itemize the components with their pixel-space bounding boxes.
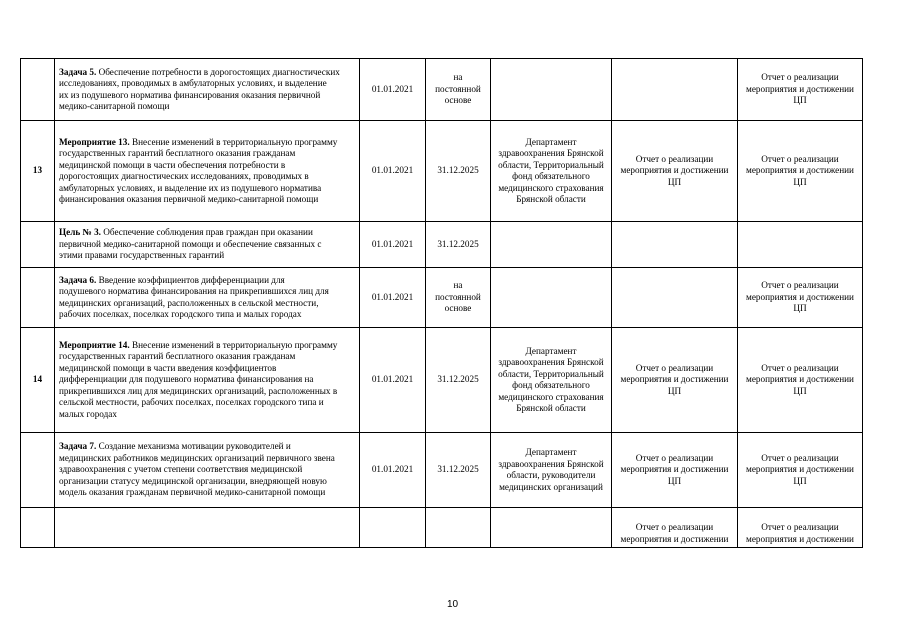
cell-line: основе — [444, 303, 472, 314]
table-row — [21, 121, 863, 222]
document-table-container — [20, 58, 862, 544]
cell-line: Департамент — [525, 345, 577, 356]
start-date: 01.01.2021 — [360, 328, 426, 433]
cell-line: Отчет о реализации — [761, 522, 839, 532]
end-date — [426, 59, 491, 121]
cell-line: ЦП — [793, 385, 807, 396]
table-row — [21, 433, 863, 508]
result-report — [612, 433, 738, 508]
row-description — [55, 508, 360, 548]
description-text: рабочих поселках, поселках городского типа и малых городах — [59, 309, 302, 319]
result-report — [612, 268, 738, 328]
description-text: медицинской помощи в части введения коэффициентов — [59, 362, 277, 373]
start-date: 01.01.2021 — [360, 59, 426, 121]
description-line — [59, 183, 355, 195]
cell-line: Отчет о реализации — [761, 362, 839, 373]
description-line — [59, 309, 355, 321]
cell-line: Департамент — [525, 136, 577, 147]
cell-line: Брянской области — [516, 194, 586, 204]
result-report-final — [738, 222, 863, 268]
cell-line: основе — [444, 95, 472, 106]
description-text: медицинской помощи в части обеспечения потребности в — [59, 159, 286, 170]
description-text: прикрепившихся лиц для медицинских организаций, расположенных в — [59, 385, 338, 396]
description-text: финансирования оказания первичной медико-санитарной помощи — [59, 194, 319, 204]
description-text: медицинских организаций, расположенных в сельской местности, — [59, 297, 319, 308]
description-lead: Задача 6. — [59, 274, 97, 285]
executor — [491, 59, 612, 121]
description-text: медицинских работников медицинских организаций первичного звена — [59, 452, 335, 463]
cell-line: медицинского страхования — [498, 391, 604, 402]
result-report-final — [738, 121, 863, 222]
row-number — [21, 433, 55, 508]
cell-line: Отчет о реализации — [635, 522, 714, 532]
description-line — [59, 239, 355, 251]
row-number: 14 — [21, 328, 55, 433]
row-number — [21, 508, 55, 548]
description-line — [59, 409, 355, 421]
description-line — [59, 137, 355, 149]
description-line — [59, 363, 355, 375]
executor — [491, 328, 612, 433]
description-text: Внесение изменений в территориальную программу — [129, 339, 338, 350]
cell-line: Отчет о реализации — [635, 362, 714, 373]
description-line — [59, 386, 355, 398]
cell-line: на — [453, 280, 463, 291]
row-description — [55, 433, 360, 508]
row-number: 13 — [21, 121, 55, 222]
page-number: 10 — [446, 599, 459, 610]
cell-line: медицинских организаций — [499, 481, 603, 492]
description-line — [59, 374, 355, 386]
description-text: государственных гарантий бесплатного оказания гражданам — [59, 148, 296, 158]
cell-line: ЦП — [793, 95, 807, 106]
description-lead: Мероприятие 13. — [59, 136, 130, 147]
description-text: Обеспечение потребности в дорогостоящих диагностических — [96, 66, 340, 77]
executor — [491, 508, 612, 548]
cell-line: медицинского страхования — [498, 182, 604, 193]
description-text: первичной медико-санитарной помощи и обеспечение связанных с — [59, 238, 322, 249]
cell-line: области, руководители — [506, 470, 596, 480]
description-text: Обеспечение соблюдения прав граждан при оказании — [100, 227, 313, 238]
description-text: Создание механизма мотивации руководителей и — [96, 441, 291, 452]
cell-line: здравоохранения Брянской — [498, 148, 604, 158]
cell-line: Отчет о реализации — [761, 280, 839, 291]
description-text: малых городах — [59, 408, 117, 419]
description-text: медико-санитарной помощи — [59, 101, 170, 111]
cell-line: мероприятия и достижении — [746, 83, 854, 94]
description-text: Введение коэффициентов дифференциации для — [96, 274, 285, 285]
description-line — [59, 397, 355, 409]
end-date — [426, 268, 491, 328]
cell-line: постоянной — [435, 291, 481, 302]
cell-line: мероприятия и достижении — [746, 291, 854, 302]
cell-line: ЦП — [793, 176, 807, 187]
cell-line: 31.12.2025 — [437, 464, 479, 475]
row-description — [55, 328, 360, 433]
description-lead: Задача 7. — [59, 441, 97, 452]
start-date: 01.01.2021 — [360, 433, 426, 508]
end-date — [426, 121, 491, 222]
description-line — [59, 453, 355, 465]
cell-line: 31.12.2025 — [437, 374, 479, 385]
description-lead: Задача 5. — [59, 66, 97, 77]
description-line — [59, 78, 355, 90]
cell-line: мероприятия и достижении — [746, 374, 854, 385]
cell-line: Отчет о реализации — [761, 72, 839, 83]
cell-line: 31.12.2025 — [437, 165, 479, 176]
cell-line: здравоохранения Брянской — [498, 458, 604, 469]
cell-line: фонд обязательного — [512, 171, 590, 181]
cell-line: фонд обязательного — [512, 380, 590, 390]
row-description — [55, 268, 360, 328]
end-date — [426, 433, 491, 508]
description-text: здравоохранения с учетом степени соответствия медицинской — [59, 464, 303, 475]
result-report — [612, 59, 738, 121]
description-line — [59, 275, 355, 287]
end-date — [426, 328, 491, 433]
description-text: дифференциации для подушевого норматива финансирования на — [59, 374, 314, 385]
description-line — [59, 160, 355, 172]
description-line — [59, 464, 355, 476]
description-text: Внесение изменений в территориальную программу — [129, 136, 338, 147]
cell-line: здравоохранения Брянской — [498, 357, 604, 367]
description-text: дорогостоящих диагностических исследованиях, проводимых в — [59, 171, 309, 181]
result-report-final — [738, 268, 863, 328]
table-row — [21, 222, 863, 268]
cell-line: Отчет о реализации — [761, 153, 839, 164]
description-text: сельской местности, рабочих поселках, поселках городского типа и — [59, 397, 324, 408]
result-report-final — [738, 328, 863, 433]
row-description — [55, 59, 360, 121]
result-report — [612, 222, 738, 268]
description-line — [59, 476, 355, 488]
cell-line: ЦП — [667, 176, 682, 187]
row-description — [55, 121, 360, 222]
executor — [491, 121, 612, 222]
result-report-final — [738, 508, 863, 548]
description-text: этими правами государственных гарантий — [59, 250, 225, 261]
cell-line: мероприятия и достижении — [746, 464, 854, 475]
description-line — [59, 441, 355, 453]
result-report — [612, 328, 738, 433]
description-lead: Цель № 3. — [59, 227, 101, 238]
row-number — [21, 222, 55, 268]
result-report-final — [738, 433, 863, 508]
cell-line: Департамент — [525, 447, 577, 457]
cell-line: ЦП — [793, 303, 807, 314]
result-report — [612, 121, 738, 222]
table-row — [21, 508, 863, 548]
plan-table — [20, 58, 863, 548]
row-description — [55, 222, 360, 268]
description-line — [59, 227, 355, 239]
description-text: подушевого норматива финансирования на прикрепившихся лиц для — [59, 286, 329, 296]
table-row — [21, 59, 863, 121]
description-line — [59, 90, 355, 102]
cell-line: ЦП — [793, 475, 807, 486]
description-line — [59, 487, 355, 499]
result-report — [612, 508, 738, 548]
description-text: исследованиях, проводимых в амбулаторных условиях, и выделение — [59, 78, 327, 88]
description-line — [59, 250, 355, 262]
cell-line: Отчет о реализации — [761, 452, 839, 463]
row-number — [21, 268, 55, 328]
cell-line: на — [453, 72, 463, 83]
cell-line: мероприятия и достижении — [620, 374, 729, 385]
cell-line: 31.12.2025 — [437, 238, 479, 249]
cell-line: области, Территориальный — [498, 159, 604, 170]
description-text: их из подушевого норматива финансирования оказания первичной — [59, 89, 321, 100]
cell-line: ЦП — [667, 385, 682, 396]
start-date: 01.01.2021 — [360, 222, 426, 268]
description-line — [59, 351, 355, 363]
end-date — [426, 222, 491, 268]
table-row — [21, 328, 863, 433]
executor — [491, 222, 612, 268]
row-number — [21, 59, 55, 121]
description-line — [59, 148, 355, 160]
description-line — [59, 194, 355, 206]
result-report-final — [738, 59, 863, 121]
description-line — [59, 340, 355, 352]
description-lead: Мероприятие 14. — [59, 339, 130, 350]
cell-line: мероприятия и достижении — [746, 165, 854, 176]
cell-line: ЦП — [667, 475, 682, 486]
cell-line: Отчет о реализации — [635, 153, 714, 164]
executor — [491, 268, 612, 328]
start-date: 01.01.2021 — [360, 121, 426, 222]
description-line — [59, 286, 355, 298]
executor — [491, 433, 612, 508]
cell-line: мероприятия и достижении — [620, 533, 729, 544]
cell-line: мероприятия и достижении — [746, 533, 854, 544]
table-body — [21, 59, 863, 548]
cell-line: области, Территориальный — [498, 368, 604, 379]
description-text: государственных гарантий бесплатного оказания гражданам — [59, 351, 296, 362]
cell-line: мероприятия и достижении — [620, 165, 729, 176]
cell-line: Отчет о реализации — [635, 452, 714, 463]
description-text: модель оказания гражданам первичной медико-санитарной помощи — [59, 487, 326, 498]
table-row — [21, 268, 863, 328]
description-text: организации статусу медицинской организации, внедряющей новую — [59, 475, 327, 486]
description-line — [59, 298, 355, 310]
description-text: амбулаторных условиях, и выделение их из подушевого норматива — [59, 182, 322, 193]
start-date: 01.01.2021 — [360, 268, 426, 328]
start-date — [360, 508, 426, 548]
description-line — [59, 101, 355, 113]
cell-line: Брянской области — [516, 403, 586, 413]
cell-line: мероприятия и достижении — [620, 464, 729, 475]
description-line — [59, 171, 355, 183]
end-date — [426, 508, 491, 548]
description-line — [59, 67, 355, 79]
cell-line: постоянной — [435, 83, 481, 94]
